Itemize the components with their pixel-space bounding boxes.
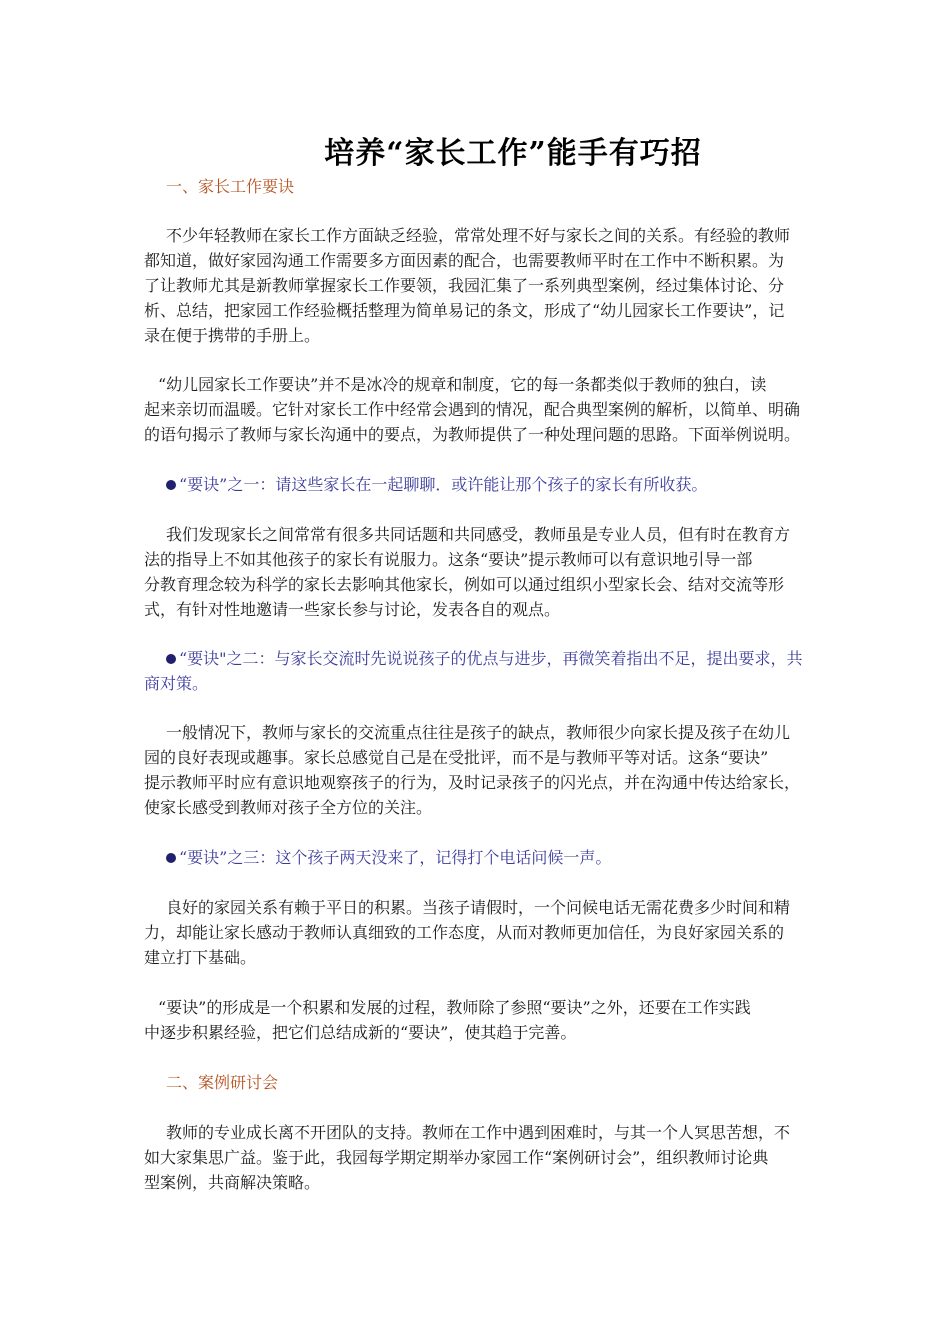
bullet-icon [166, 654, 176, 664]
tip-text: “要诀"之二：与家长交流时先说说孩子的优点与进步，再微笑着指出不足，提出要求，共 [179, 649, 803, 668]
text-line: “幼儿园家长工作要诀”并不是冰冷的规章和制度，它的每一条都类似于教师的独白，读 [158, 375, 767, 394]
text-line: 型案例，共商解决策略。 [144, 1173, 321, 1192]
bullet-icon [166, 853, 176, 863]
paragraph-description [144, 372, 820, 447]
tip-text: “要诀”之三：这个孩子两天没来了，记得打个电话问候一声。 [179, 848, 612, 867]
text-line: 一般情况下，教师与家长的交流重点往往是孩子的缺点，教师很少向家长提及孩子在幼儿 [166, 723, 791, 742]
text-line: 的语句揭示了教师与家长沟通中的要点，为教师提供了一种处理问题的思路。下面举例说明。 [144, 425, 801, 444]
section-heading-2 [166, 1070, 842, 1095]
text-line: 录在便于携带的手册上。 [144, 326, 321, 345]
text-line: 分教育理念较为科学的家长去影响其他家长，例如可以通过组织小型家长会、结对交流等形 [144, 575, 785, 594]
text-line: 式，有针对性地邀请一些家长参与讨论，发表各自的观点。 [144, 600, 561, 619]
tip-3 [166, 845, 842, 870]
section-heading-text: 二、案例研讨会 [166, 1073, 279, 1092]
text-line: 不少年轻教师在家长工作方面缺乏经验，常常处理不好与家长之间的关系。有经验的教师 [166, 226, 791, 245]
page-title: 培养“家长工作”能手有巧招 [324, 136, 702, 171]
paragraph-case-study [144, 1120, 820, 1195]
tip-2-body [144, 720, 820, 820]
text-line: 起来亲切而温暖。它针对家长工作中经常会遇到的情况，配合典型案例的解析，以简单、明确 [144, 400, 801, 419]
text-line: “要诀”的形成是一个积累和发展的过程，教师除了参照“要诀”之外，还要在工作实践 [158, 998, 751, 1017]
tip-1-body [144, 522, 820, 622]
text-line: 我们发现家长之间常常有很多共同话题和共同感受，教师虽是专业人员，但有时在教育方 [166, 525, 791, 544]
text-line: 教师的专业成长离不开团队的支持。教师在工作中遇到困难时，与其一个人冥思苦想，不 [166, 1123, 791, 1142]
tip-text: 商对策。 [144, 674, 209, 693]
text-line: 使家长感受到教师对孩子全方位的关注。 [144, 798, 433, 817]
text-line: 了让教师尤其是新教师掌握家长工作要领，我园汇集了一系列典型案例，经过集体讨论、分 [144, 276, 785, 295]
text-line: 良好的家园关系有赖于平日的积累。当孩子请假时，一个问候电话无需花费多少时间和精 [166, 898, 791, 917]
text-line: 力，却能让家长感动于教师认真细致的工作态度，从而对教师更加信任，为良好家园关系的 [144, 923, 785, 942]
text-line: 法的指导上不如其他孩子的家长有说服力。这条“要诀”提示教师可以有意识地引导一部 [144, 550, 753, 569]
tip-text: “要诀”之一：请这些家长在一起聊聊．或许能让那个孩子的家长有所收获。 [179, 475, 708, 494]
section-heading-text: 一、家长工作要诀 [166, 177, 295, 196]
bullet-icon [166, 480, 176, 490]
text-line: 中逐步积累经验，把它们总结成新的“要诀”，使其趋于完善。 [144, 1023, 577, 1042]
section-heading-1 [166, 174, 842, 199]
text-line: 提示教师平时应有意识地观察孩子的行为，及时记录孩子的闪光点，并在沟通中传达给家长， [144, 773, 801, 792]
text-line: 都知道，做好家园沟通工作需要多方面因素的配合，也需要教师平时在工作中不断积累。为 [144, 251, 785, 270]
tip-3-body [144, 895, 820, 970]
paragraph-closing [144, 995, 820, 1045]
text-line: 园的良好表现或趣事。家长总感觉自己是在受批评，而不是与教师平等对话。这条“要诀” [144, 748, 769, 767]
paragraph-intro [144, 223, 820, 348]
tip-1 [166, 472, 842, 497]
text-line: 析、总结，把家园工作经验概括整理为简单易记的条文，形成了“幼儿园家长工作要诀”，记 [144, 301, 785, 320]
tip-2 [144, 646, 820, 696]
text-line: 如大家集思广益。鉴于此，我园每学期定期举办家园工作“案例研讨会”，组织教师讨论典 [144, 1148, 769, 1167]
text-line: 建立打下基础。 [144, 948, 257, 967]
